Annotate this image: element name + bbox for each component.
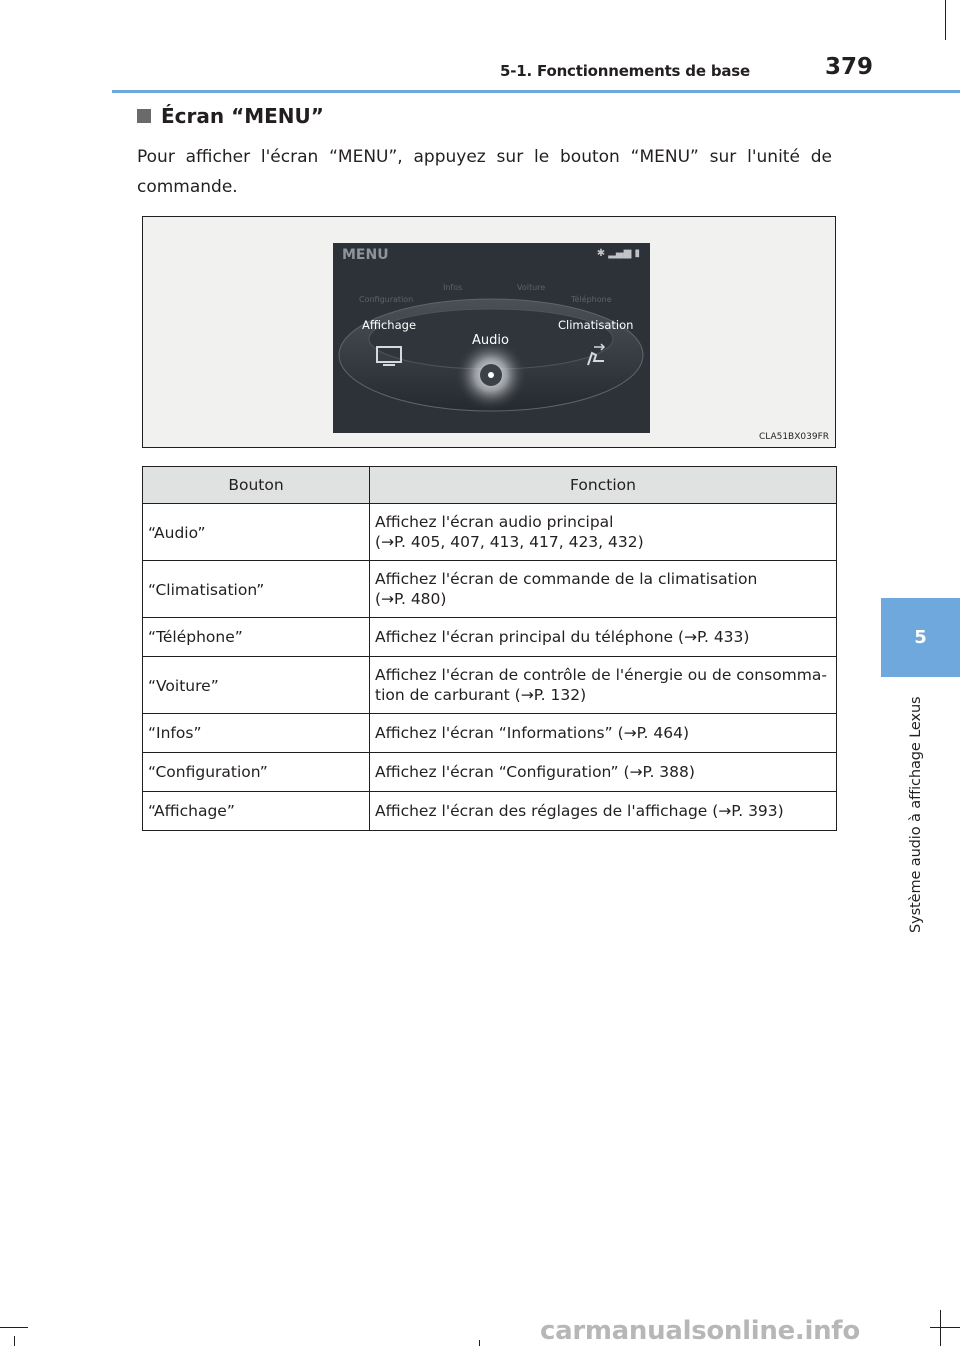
table-row: [143, 504, 837, 561]
section-title: 5-1. Fonctionnements de base: [500, 62, 750, 80]
row-button: “Téléphone”: [143, 618, 370, 657]
chapter-title: Système audio à affichage Lexus: [908, 696, 924, 933]
row-function: [370, 504, 837, 561]
row-function: [370, 561, 837, 618]
row-button: “Infos”: [143, 714, 370, 753]
row-button: “Affichage”: [143, 792, 370, 831]
menu-item-telephone[interactable]: Téléphone: [571, 295, 612, 304]
crop-mark: [945, 0, 946, 40]
row-function-line: Affichez l'écran audio principal: [375, 513, 614, 531]
row-function: [370, 714, 837, 753]
menu-screen-figure: [142, 216, 836, 448]
square-bullet-icon: [137, 109, 151, 123]
crop-mark: [14, 1336, 15, 1346]
heading-text: Écran “MENU”: [161, 104, 324, 128]
crop-mark: [0, 1327, 28, 1328]
menu-screen-title: MENU: [342, 247, 389, 263]
table-row: [143, 657, 837, 714]
chapter-number: 5: [914, 627, 927, 648]
row-function-line: Affichez l'écran des réglages de l'affichage (→P. 393): [375, 802, 784, 820]
table-row: [143, 561, 837, 618]
menu-item-affichage[interactable]: Affichage: [362, 318, 417, 332]
menu-item-climatisation[interactable]: Climatisation: [558, 318, 634, 332]
header-bouton: Bouton: [143, 467, 370, 504]
seat-icon: [582, 343, 610, 369]
row-button: “Configuration”: [143, 753, 370, 792]
header-rule: [112, 90, 960, 93]
section-heading: [137, 104, 324, 128]
table-row: [143, 714, 837, 753]
table-row: [143, 753, 837, 792]
row-function: [370, 753, 837, 792]
button-function-table: [142, 466, 837, 831]
row-function: [370, 618, 837, 657]
crop-mark: [479, 1340, 480, 1346]
row-button: “Climatisation”: [143, 561, 370, 618]
menu-screen: [333, 243, 650, 433]
row-function-line: (→P. 405, 407, 413, 417, 423, 432): [375, 533, 644, 551]
row-function: [370, 657, 837, 714]
row-function-line: Affichez l'écran de contrôle de l'énergie ou de consomma-: [375, 666, 827, 684]
header-fonction: Fonction: [370, 467, 837, 504]
row-function-line: Affichez l'écran “Configuration” (→P. 388): [375, 763, 695, 781]
row-function-line: tion de carburant (→P. 132): [375, 686, 587, 704]
intro-paragraph: Pour afficher l'écran “MENU”, appuyez sur le bouton “MENU” sur l'unité de commande.: [137, 147, 832, 197]
menu-item-voiture[interactable]: Voiture: [517, 283, 546, 292]
table-row: [143, 792, 837, 831]
watermark: carmanualsonline.info: [540, 1316, 860, 1346]
row-button: “Audio”: [143, 504, 370, 561]
figure-code: CLA51BX039FR: [758, 432, 829, 442]
status-icons: ✱ ▂▄▆ ▮: [596, 248, 640, 259]
row-function-line: (→P. 480): [375, 590, 447, 608]
menu-item-infos[interactable]: Infos: [443, 283, 463, 292]
row-function-line: Affichez l'écran “Informations” (→P. 464): [375, 724, 690, 742]
menu-item-audio[interactable]: Audio: [472, 333, 509, 348]
crop-mark: [940, 1310, 941, 1346]
menu-item-configuration[interactable]: Configuration: [359, 295, 414, 304]
row-function-line: Affichez l'écran de commande de la climatisation: [375, 570, 758, 588]
row-function-line: Affichez l'écran principal du téléphone (→P. 433): [375, 628, 750, 646]
table-row: [143, 618, 837, 657]
row-function: [370, 792, 837, 831]
row-button: “Voiture”: [143, 657, 370, 714]
page-number: 379: [825, 54, 874, 80]
display-icon: [375, 345, 403, 367]
crop-mark: [930, 1327, 960, 1328]
